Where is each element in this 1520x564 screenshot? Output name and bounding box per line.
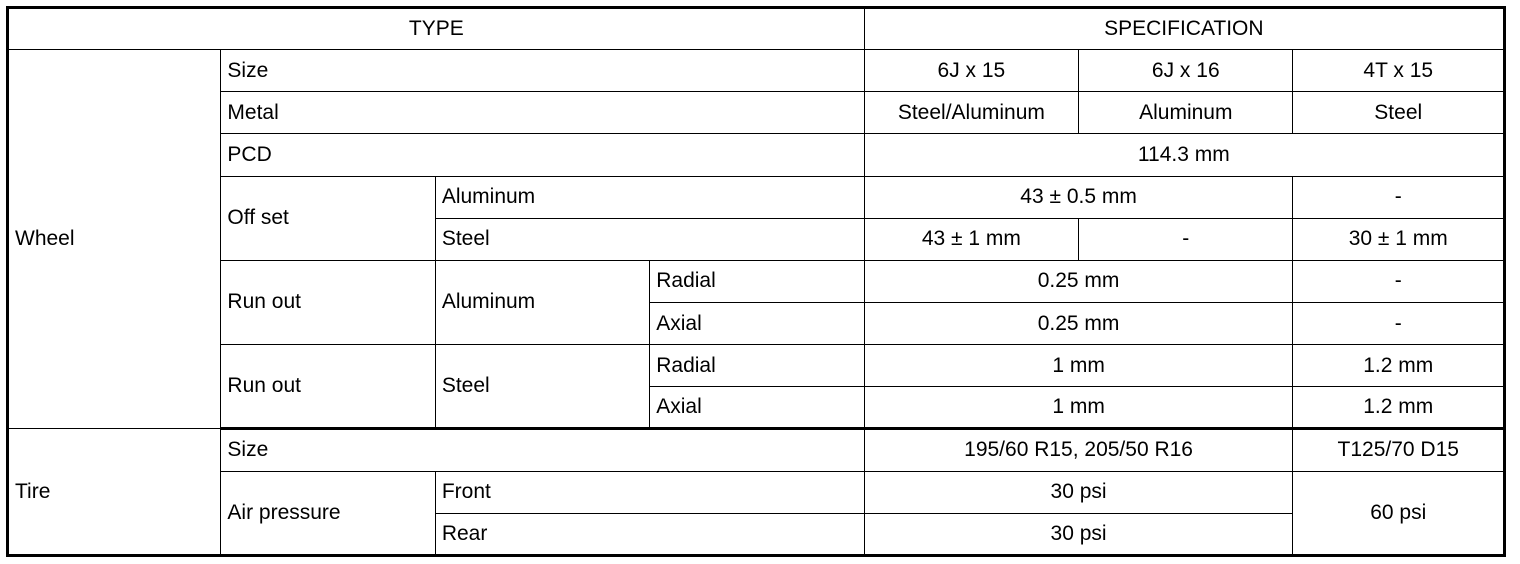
offset-aluminum-value: 43 ± 0.5 mm <box>864 176 1293 218</box>
runout-steel-radial-value: 1 mm <box>864 345 1293 387</box>
wheel-size-value: 4T x 15 <box>1293 50 1505 92</box>
runout-aluminum-radial-value-3: - <box>1293 260 1505 302</box>
air-pressure-value-3: 60 psi <box>1293 471 1505 555</box>
wheel-metal-value: Aluminum <box>1079 92 1293 134</box>
type-header: TYPE <box>8 8 865 50</box>
wheel-size-label: Size <box>221 50 864 92</box>
wheel-metal-value: Steel/Aluminum <box>864 92 1078 134</box>
runout-steel-axial-label: Axial <box>650 387 864 429</box>
offset-label: Off set <box>221 176 435 260</box>
runout-steel-material: Steel <box>435 345 649 429</box>
wheel-pcd-value: 114.3 mm <box>864 134 1504 176</box>
wheel-size-value: 6J x 15 <box>864 50 1078 92</box>
offset-aluminum-value-3: - <box>1293 176 1505 218</box>
wheel-label: Wheel <box>8 50 221 429</box>
runout-steel-axial-value: 1 mm <box>864 387 1293 429</box>
air-pressure-front-label: Front <box>435 471 864 513</box>
tire-size-value-3: T125/70 D15 <box>1293 429 1505 471</box>
runout-aluminum-axial-value: 0.25 mm <box>864 302 1293 344</box>
air-pressure-rear-label: Rear <box>435 513 864 555</box>
runout-aluminum-radial-value: 0.25 mm <box>864 260 1293 302</box>
air-pressure-front-value: 30 psi <box>864 471 1293 513</box>
runout-steel-axial-value-3: 1.2 mm <box>1293 387 1505 429</box>
wheel-size-value: 6J x 16 <box>1079 50 1293 92</box>
tire-size-label: Size <box>221 429 864 471</box>
runout-aluminum-label: Run out <box>221 260 435 344</box>
runout-steel-label: Run out <box>221 345 435 429</box>
wheel-metal-value: Steel <box>1293 92 1505 134</box>
specification-header: SPECIFICATION <box>864 8 1504 50</box>
air-pressure-label: Air pressure <box>221 471 435 555</box>
spec-table <box>6 6 1506 557</box>
wheel-pcd-label: PCD <box>221 134 864 176</box>
wheel-metal-label: Metal <box>221 92 864 134</box>
tire-label: Tire <box>8 429 221 556</box>
runout-aluminum-axial-label: Axial <box>650 302 864 344</box>
runout-steel-radial-value-3: 1.2 mm <box>1293 345 1505 387</box>
runout-aluminum-axial-value-3: - <box>1293 302 1505 344</box>
runout-aluminum-radial-label: Radial <box>650 260 864 302</box>
runout-steel-radial-label: Radial <box>650 345 864 387</box>
offset-steel-value-1: 43 ± 1 mm <box>864 218 1078 260</box>
offset-aluminum-label: Aluminum <box>435 176 864 218</box>
tire-size-value: 195/60 R15, 205/50 R16 <box>864 429 1293 471</box>
offset-steel-label: Steel <box>435 218 864 260</box>
offset-steel-value-2: - <box>1079 218 1293 260</box>
air-pressure-rear-value: 30 psi <box>864 513 1293 555</box>
runout-aluminum-material: Aluminum <box>435 260 649 344</box>
offset-steel-value-3: 30 ± 1 mm <box>1293 218 1505 260</box>
